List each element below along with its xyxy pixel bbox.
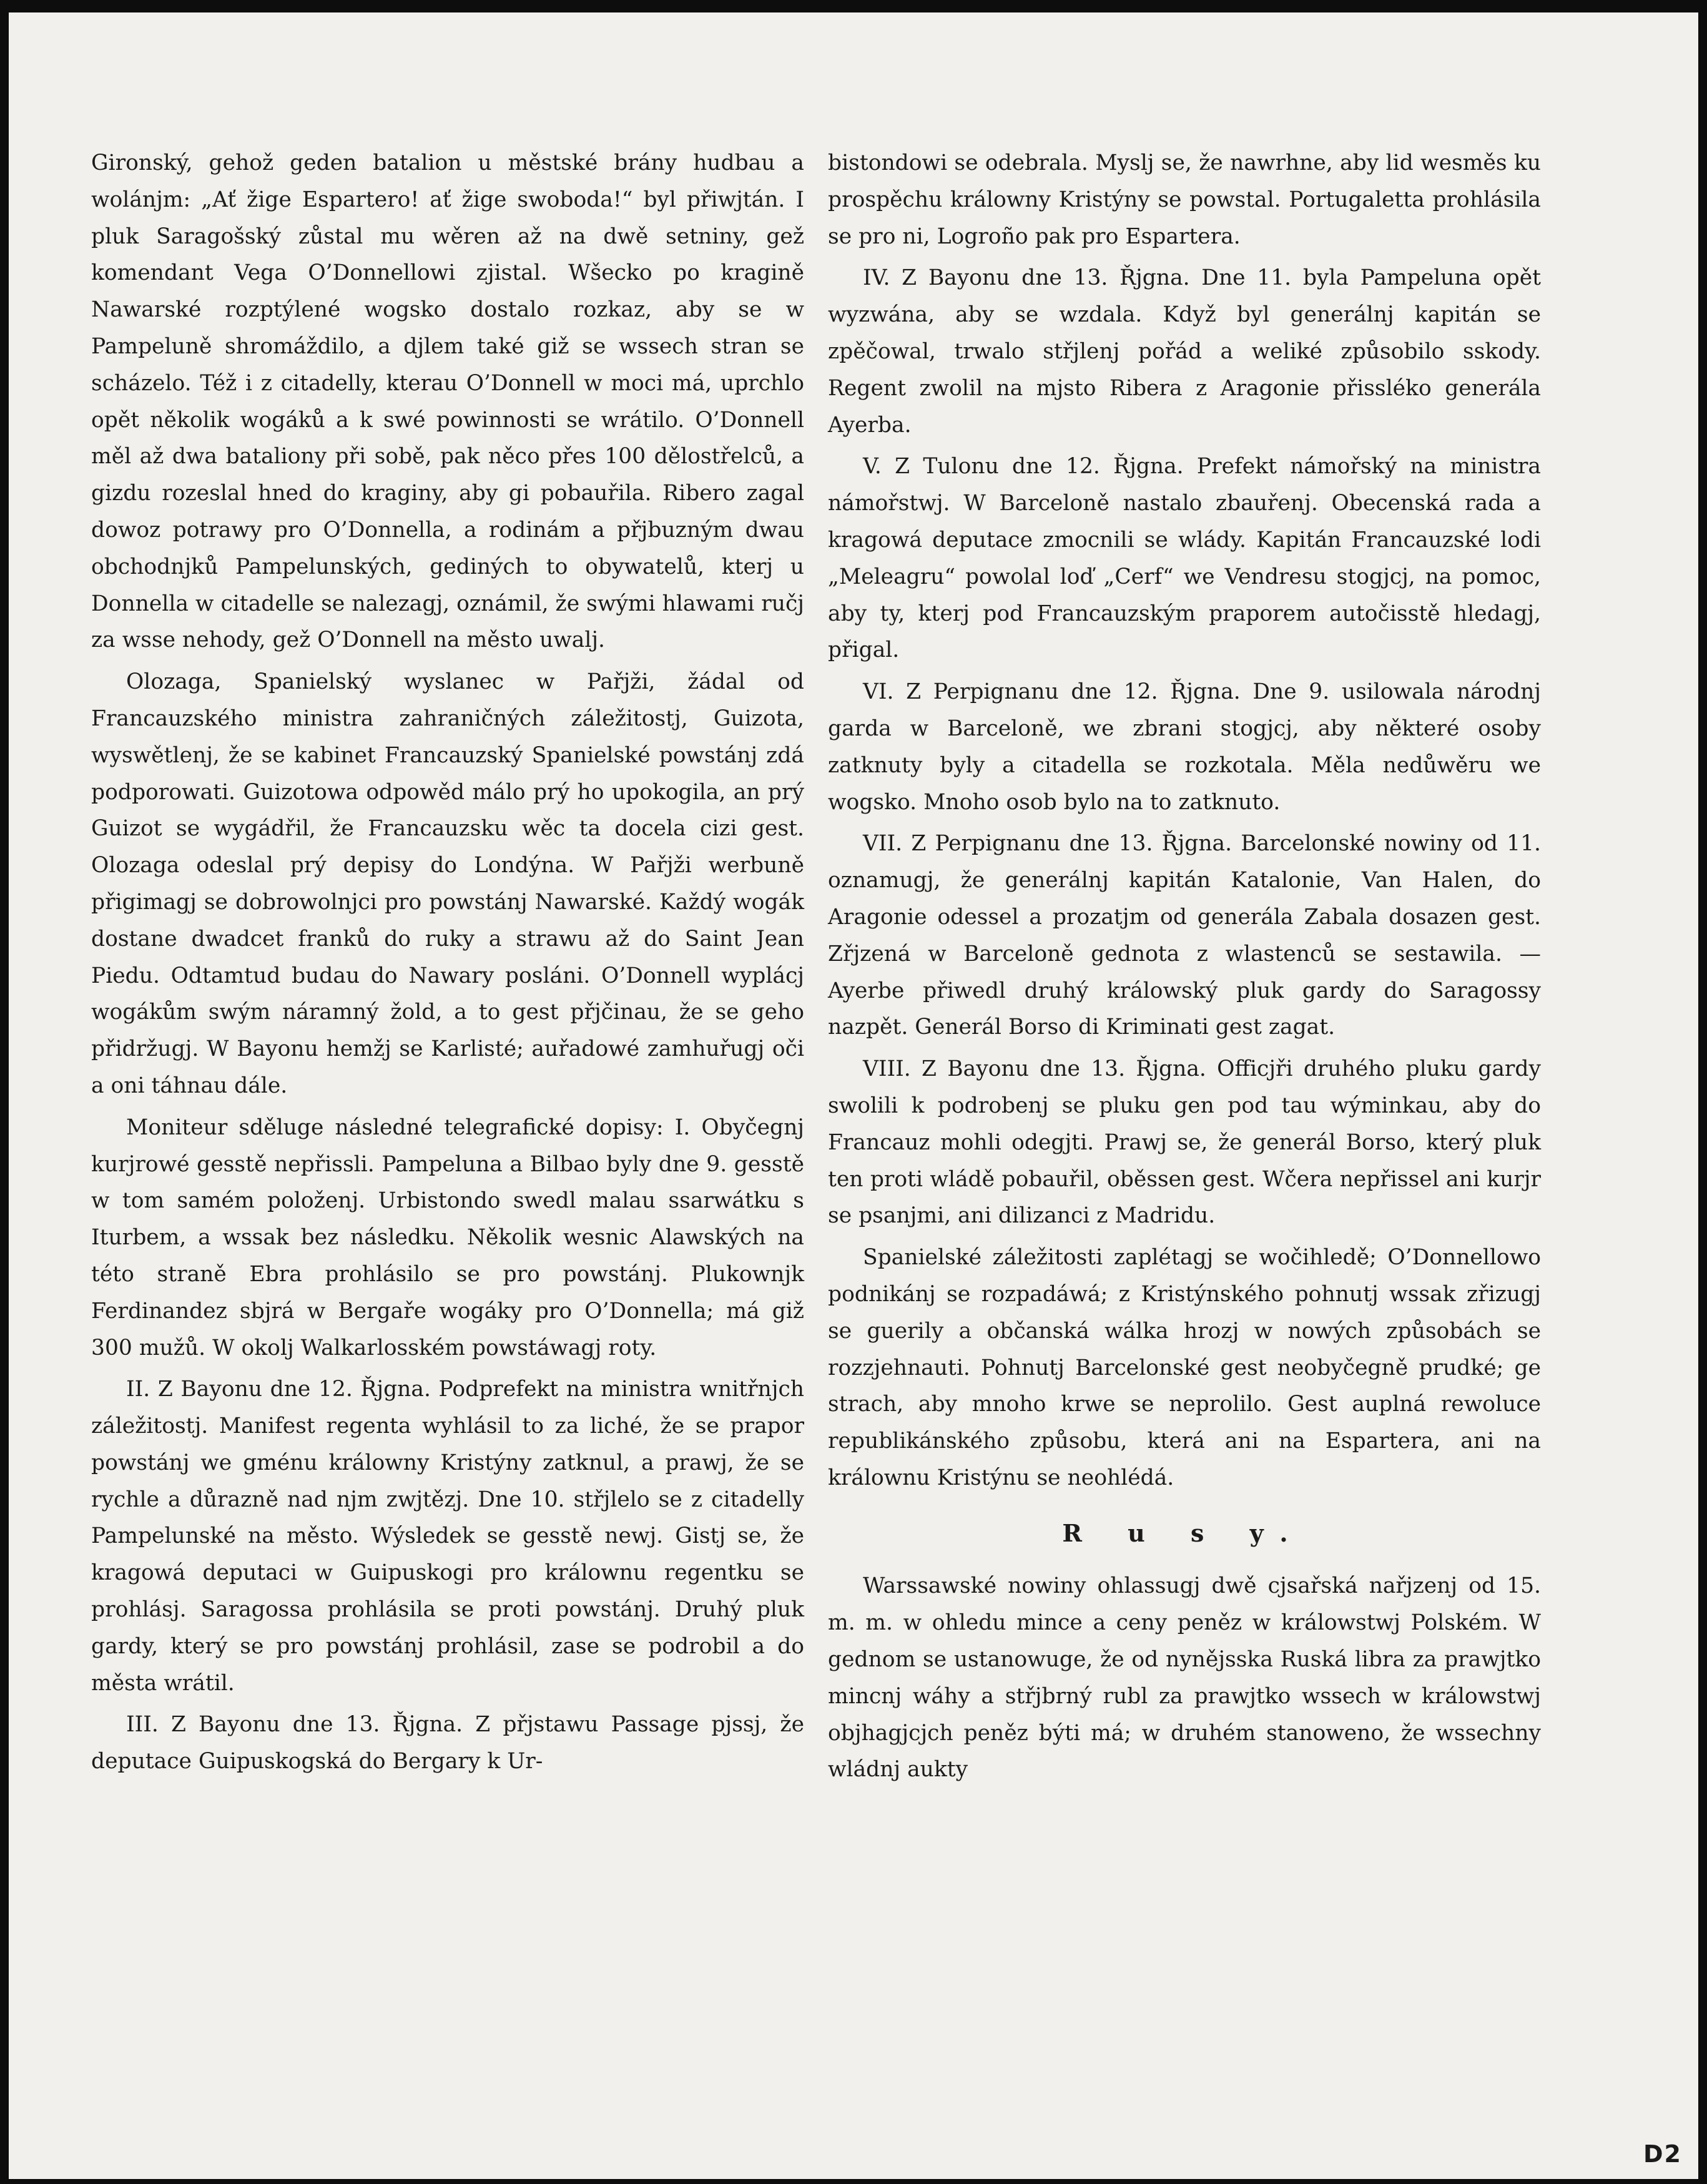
paragraph-dispatch-3: III. Z Bayonu dne 13. Řjgna. Z přjstawu Passage pjssj, že deputace Guipuskogská do Bergary k Ur- [91,1712,804,1774]
section-heading-rusy: R u s y. [1062,1518,1307,1547]
paragraph-dispatch-4: IV. Z Bayonu dne 13. Řjgna. Dne 11. byla Pampeluna opět wyzwána, aby se wzdala. Když byl generálnj kapitán se zpěčowal, trwalo střjlenj pořád a weliké způsobilo sskody. Regent zwolil na mjsto Ribera z Aragonie přissléko generála Ayerba. [828,265,1541,438]
paragraph-dispatch-7: VII. Z Perpignanu dne 13. Řjgna. Barcelonské nowiny od 11. oznamugj, že generálnj kapitán Katalonie, Van Halen, do Aragonie odessel a prozatjm od generála Zabala dosazen gest. Zřjzená w Barceloně gednota z wlastenců se sestawila. — Ayerbe přiwedl druhý králowský pluk gardy do Saragossy nazpět. Generál Borso di Kriminati gest zagat. [828,831,1541,1040]
left-column [91,145,804,1785]
page-label: D2 [1643,2140,1682,2168]
paragraph-warsaw: Warssawské nowiny ohlassugj dwě cjsařská nařjzenj od 15. m. m. w ohledu mince a ceny peněz w králowstwj Polském. W gednom se ustanowuge, že od nynějsska Ruská libra za prawjtko mincnj wáhy a střjbrný rubl za prawjtko wssech w králowstwj objhagjcjch peněz býti má; w druhém stanoweno, že wssechny wládnj aukty [828,1573,1541,1783]
paragraph-gironsky: Gironský, gehož geden batalion u městské brány hudbau a wolánjm: „Ať žige Espartero! ať žige swoboda!“ byl přiwjtán. I pluk Saragošský zůstal mu wěren až na dwě setniny, gež komendant Vega O’Donnellowi zjistal. Wšecko po kragině Nawarské rozptýlené wogsko dostalo rozkaz, aby se w Pampeluně shromáždilo, a djlem také giž se wssech stran se scházelo. Též i z citadelly, kterau O’Donnell w moci má, uprchlo opět několik wogáků a k swé powinnosti se wrátilo. O’Donnell měl až dwa bataliony při sobě, pak něco přes 100 dělostřelců, a gizdu rozeslal hned do kraginy, aby gi pobauřila. Ribero zagal dowoz potrawy pro O’Donnella, a rodinám a přjbuzným dwau obchodnjků Pampelunských, gediných to obywatelů, kterj u Donnella w citadelle se nalezagj, oznámil, že swými hlawami ručj za wsse nehody, gež O’Donnell na město uwalj. [91,150,804,653]
paragraph-dispatch-8: VIII. Z Bayonu dne 13. Řjgna. Officjři druhého pluku gardy swolili k podrobenj se pluku gen pod tau wýminkau, aby do Francauz mohli odegjti. Prawj se, že generál Borso, který pluk ten proti wládě pobauřil, oběssen gest. Wčera nepřissel ani kurjr se psanjmi, ani dilizanci z Madridu. [828,1056,1541,1229]
paragraph-spanish-affairs: Spanielské záležitosti zaplétagj se wočihledě; O’Donnellowo podnikánj se rozpadáwá; z Kristýnského pohnutj wssak zřizugj se guerily a občanská wálka hrozj w nowých způsobách se rozzjehnauti. Pohnutj Barcelonské gest neobyčegně prudké; ge strach, aby mnoho krwe se neprolilo. Gest auplná rewoluce republikánského způsobu, která ani na Espartera, ani na králownu Kristýnu se neohlédá. [828,1245,1541,1490]
paragraph-dispatch-3-cont: bistondowi se odebrala. Myslj se, že nawrhne, aby lid wesměs ku prospěchu králowny Kristýny se powstal. Portugaletta prohlásila se pro ni, Logroño pak pro Espartera. [828,150,1541,249]
paragraph-dispatch-5: V. Z Tulonu dne 12. Řjgna. Prefekt námořský na ministra námořstwj. W Barceloně nastalo zbauřenj. Obecenská rada a kragowá deputace zmocnili se wlády. Kapitán Francauzské lodi „Meleagru“ powolal loď „Cerf“ we Vendresu stogjcj, na pomoc, aby ty, kterj pod Francauzským praporem autočisstě hledagj, přigal. [828,454,1541,663]
newspaper-page [9,12,1698,2179]
paragraph-dispatch-2: II. Z Bayonu dne 12. Řjgna. Podprefekt na ministra wnitřnjch záležitostj. Manifest regenta wyhlásil to za liché, že se prapor powstánj we gménu králowny Kristýny zatknul, a prawj, že se rychle a důrazně nad njm zwjtězj. Dne 10. střjlelo se z citadelly Pampelunské na město. Wýsledek se gesstě newj. Gistj se, že kragowá deputaci w Guipuskogi pro králownu regentku se prohlásj. Saragossa prohlásila se proti powstánj. Druhý pluk gardy, který se pro powstánj prohlásil, zase se podrobil a do města wrátil. [91,1377,804,1696]
paragraph-olozaga: Olozaga, Spanielský wyslanec w Pařjži, žádal od Francauzského ministra zahraničných záležitostj, Guizota, wyswětlenj, že se kabinet Francauzský Spanielské powstánj zdá podporowati. Guizotowa odpowěd málo prý ho upokogila, an prý Guizot se wygádřil, že Francauzsku wěc ta docela cizi gest. Olozaga odeslal prý depisy do Londýna. W Pařjži werbuně přigimagj se dobrowolnjci pro powstánj Nawarské. Každý wogák dostane dwadcet franků do ruky a strawu až do Saint Jean Piedu. Odtamtud budau do Nawary posláni. O’Donnell wyplácj wogákům swým náramný žold, a to gest přjčinau, že se geho přidržugj. W Bayonu hemžj se Karlisté; auřadowé zamhuřugj oči a oni táhnau dále. [91,669,804,1098]
paragraph-moniteur: Moniteur sděluge následné telegrafické dopisy: I. Obyčegnj kurjrowé gesstě nepřissli. Pampeluna a Bilbao byly dne 9. gesstě w tom samém položenj. Urbistondo swedl malau ssarwátku s Iturbem, a wssak bez následku. Několik wesnic Alawských na této straně Ebra prohlásilo se pro powstánj. Plukownjk Ferdinandez sbjrá w Bergaře wogáky pro O’Donnella; má giž 300 mužů. W okolj Walkarlosském powstáwagj roty. [91,1114,804,1360]
right-column [828,145,1541,1793]
paragraph-dispatch-6: VI. Z Perpignanu dne 12. Řjgna. Dne 9. usilowala národnj garda w Barceloně, we zbrani stogjcj, aby některé osoby zatknuty byly a citadella se rozkotala. Měla nedůwěru we wogsko. Mnoho osob bylo na to zatknuto. [828,679,1541,815]
